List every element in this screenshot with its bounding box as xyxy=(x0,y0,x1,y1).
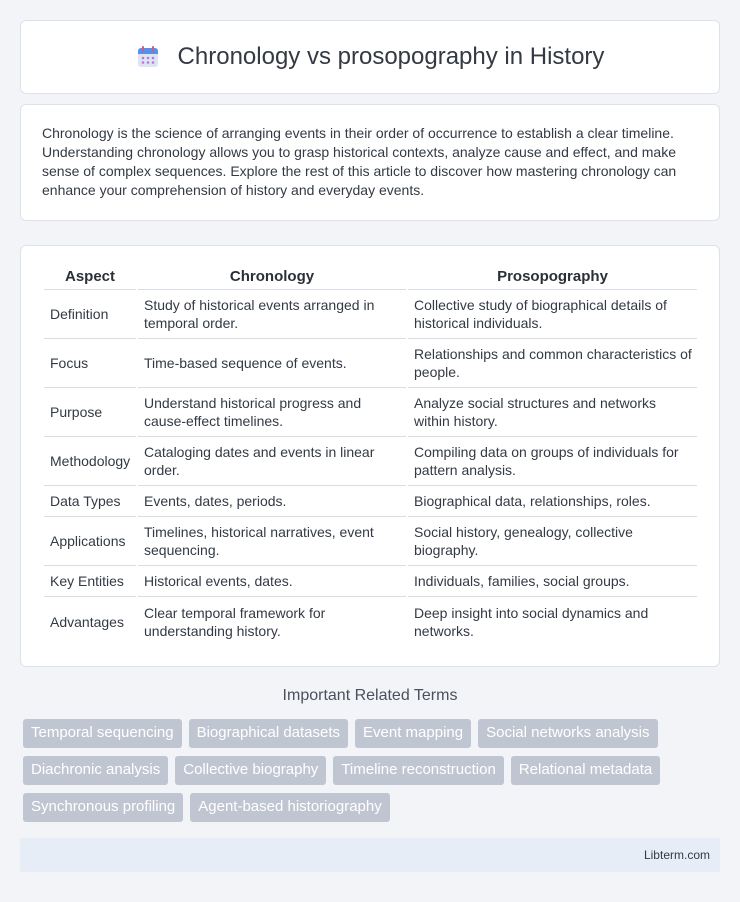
comparison-table xyxy=(42,266,699,646)
tag-temporal-sequencing[interactable]: Temporal sequencing xyxy=(23,719,182,748)
related-terms-heading: Important Related Terms xyxy=(282,687,458,704)
tag-timeline-reconstruction[interactable]: Timeline reconstruction xyxy=(333,756,504,785)
intro-card xyxy=(20,104,720,221)
cell-prosopography: Collective study of biographical details of historical individuals. xyxy=(408,290,697,339)
cell-prosopography: Compiling data on groups of individuals for pattern analysis. xyxy=(408,437,697,486)
cell-prosopography: Biographical data, relationships, roles. xyxy=(408,486,697,517)
column-header-aspect: Aspect xyxy=(44,266,136,290)
cell-aspect: Data Types xyxy=(44,486,136,517)
table-row xyxy=(44,339,697,388)
tag-synchronous-profiling[interactable]: Synchronous profiling xyxy=(23,793,183,822)
footer-brand-link[interactable]: Libterm.com xyxy=(643,848,710,862)
cell-prosopography: Individuals, families, social groups. xyxy=(408,566,697,597)
cell-chronology: Study of historical events arranged in temporal order. xyxy=(138,290,406,339)
tag-collective-biography[interactable]: Collective biography xyxy=(175,756,326,785)
tag-social-networks-analysis[interactable]: Social networks analysis xyxy=(478,719,657,748)
cell-aspect: Definition xyxy=(44,290,136,339)
tag-event-mapping[interactable]: Event mapping xyxy=(355,719,471,748)
cell-chronology: Timelines, historical narratives, event sequencing. xyxy=(138,517,406,566)
related-terms-section xyxy=(20,687,720,822)
table-row xyxy=(44,597,697,646)
cell-chronology: Understand historical progress and cause-effect timelines. xyxy=(138,388,406,437)
cell-prosopography: Relationships and common characteristics of people. xyxy=(408,339,697,388)
calendar-icon xyxy=(136,45,160,69)
cell-aspect: Methodology xyxy=(44,437,136,486)
table-row xyxy=(44,566,697,597)
table-row xyxy=(44,486,697,517)
table-row xyxy=(44,437,697,486)
cell-prosopography: Social history, genealogy, collective biography. xyxy=(408,517,697,566)
cell-aspect: Advantages xyxy=(50,613,124,630)
table-row xyxy=(44,517,697,566)
column-header-chronology: Chronology xyxy=(138,266,406,290)
cell-aspect: Focus xyxy=(44,339,136,388)
cell-chronology: Cataloging dates and events in linear order. xyxy=(138,437,406,486)
cell-prosopography: Deep insight into social dynamics and networks. xyxy=(414,604,649,639)
tag-diachronic-analysis[interactable]: Diachronic analysis xyxy=(23,756,168,785)
column-header-prosopography: Prosopography xyxy=(408,266,697,290)
table-row xyxy=(44,290,697,339)
cell-chronology: Clear temporal framework for understanding history. xyxy=(144,604,326,639)
intro-text: Chronology is the science of arranging events in their order of occurrence to establish a clear timeline. Understanding chronology allows you to grasp historical contexts, analyze cause and effect, and make sense of complex sequences. Explore the rest of this article to discover how mastering chronology can enhance your comprehension of history and everyday events. xyxy=(42,125,677,198)
cell-aspect: Key Entities xyxy=(44,566,136,597)
table-header-row xyxy=(44,266,697,290)
tag-biographical-datasets[interactable]: Biographical datasets xyxy=(189,719,348,748)
footer xyxy=(20,838,720,872)
page-title: Chronology vs prosopography in History xyxy=(177,43,605,70)
cell-chronology: Historical events, dates. xyxy=(138,566,406,597)
cell-aspect: Applications xyxy=(44,517,136,566)
comparison-table-card xyxy=(20,245,720,667)
table-row xyxy=(44,388,697,437)
cell-chronology: Events, dates, periods. xyxy=(138,486,406,517)
cell-prosopography: Analyze social structures and networks within history. xyxy=(408,388,697,437)
cell-chronology: Time-based sequence of events. xyxy=(138,339,406,388)
tag-agent-based-historiography[interactable]: Agent-based historiography xyxy=(190,793,389,822)
tag-relational-metadata[interactable]: Relational metadata xyxy=(511,756,660,785)
related-terms-tags xyxy=(20,719,720,822)
cell-aspect: Purpose xyxy=(44,388,136,437)
title-card xyxy=(20,20,720,94)
